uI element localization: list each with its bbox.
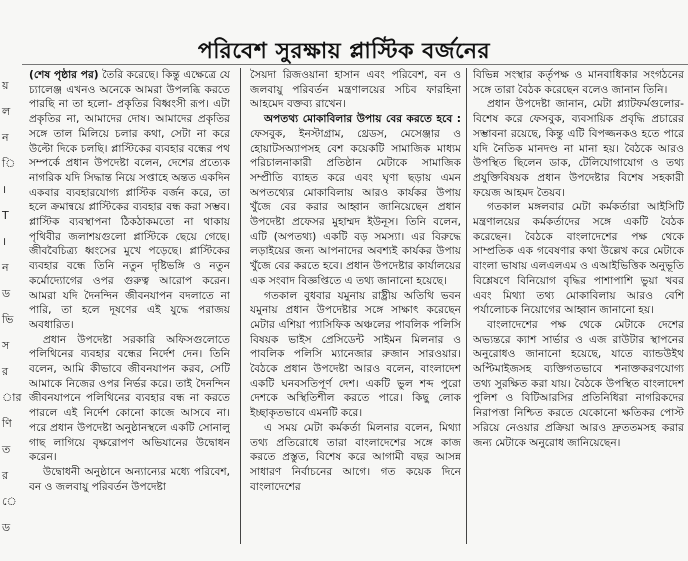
col2-paragraph-4: এ সময় মেটা কর্মকর্তা মিলনার বলেন, মিথ্যা তথ্য প্রতিরোধে তারা বাংলাদেশের সঙ্গে কাজ করতে প্রস্তুত, বিশেষ করে আগামী বছর আসন্ন সাধারণ নির্বাচনের আগে। গত কয়েক দিনে বাংলাদেশের (250, 421, 461, 493)
edge-fragment: ড (2, 287, 11, 300)
column-rule-1 (240, 68, 241, 544)
col2-paragraph-2: অপতথ্য মোকাবিলার উপায় বের করতে হবে : ফেসবুক, ইনস্টাগ্রাম, থ্রেডস, মেসেঞ্জার ও হোয়াটসঅ্যাপসহ বেশ কয়েকটি সামাজিক মাধ্যম পরিচালনাকারী প্রতিষ্ঠান মেটাকে সামাজিক সম্প্রীতি ব্যাহত করে এবং ঘৃণা ছড়ায় এমন অপতথ্যের মোকাবিলায় আরও কার্যকর উপায় খুঁজে বের করার আহ্বান জানিয়েছেন প্রধান উপদেষ্টা প্রফেসর মুহাম্মদ ইউনূস। তিনি বলেন, এটি (অপতথ্য) একটি বড় সমস্যা। এর বিরুদ্ধে লড়াইয়ের জন্য আপনাদের অবশ্যই কার্যকর উপায় খুঁজে বের করতে হবে। প্রধান উপদেষ্টার কার্যালয়ের এক সংবাদ বিজ্ঞপ্তিতে এ তথ্য জানানো হয়েছে। (250, 113, 461, 287)
col3-paragraph-3: গতকাল মঙ্গলবার মেটা কর্মকর্তারা আইসিটি মন্ত্রণালয়ের কর্মকর্তাদের সঙ্গে একটি বৈঠক করেছেন। বৈঠকে বাংলাদেশের পক্ষ থেকে সাম্প্রতিক এক গবেষণার কথা উল্লেখ করে মেটাকে বাংলা ভাষায় এলএলএম ও এআইভিত্তিক অনুভূতি বিশ্লেষণে বিনিয়োগ বৃদ্ধির পাশাপাশি ভুয়া খবর এবং মিথ্যা তথ্য মোকাবিলায় আরও বেশি পর্যালোচক নিয়োগের আহ্বান জানানো হয়। (473, 201, 684, 317)
edge-fragment: ণি (2, 417, 12, 430)
article-column-1 (29, 68, 230, 546)
col1-paragraph-2: প্রধান উপদেষ্টা সরকারি অফিসগুলোতে পলিথিনের ব্যবহার বন্ধের নির্দেশ দেন। তিনি বলেন, আমি কীভাবে জীবনযাপন করব, সেটি আমাকে নিজের ওপর নির্ভর করে। তাই দৈনন্দিন জীবনযাপনে পলিথিনের ব্যবহার বন্ধ না করতে পারলে এই নির্দেশ কোনো কাজে আসবে না। পরে প্রধান উপদেষ্টা অনুষ্ঠানস্থলে একটি সোনালু গাছ লাগিয়ে বৃক্ষরোপণ অভিযানের উদ্বোধন করেন। (29, 333, 230, 464)
edge-fragment: স (2, 339, 10, 352)
column-rule-2 (466, 68, 467, 544)
edge-fragment: ভি (2, 313, 14, 326)
edge-fragment: ে (2, 495, 17, 508)
article-headline: পরিবেশ সুরক্ষায় প্লাস্টিক বর্জনের (197, 38, 491, 64)
col3-paragraph-4: বাংলাদেশের পক্ষ থেকে মেটাকে দেশের অভ্যন্তরে ক্যাশ সার্ভার ও এজ রাউটার স্থাপনের অনুরোধও জানানো হয়েছে, যাতে ব্যান্ডউইথ অপ্টিমাইজসহ ব্যক্তিগতভাবে শনাক্তকরণযোগ্য তথ্য সুরক্ষিত করা যায়। বৈঠকে উপস্থিত বাংলাদেশ পুলিশ ও বিটিআরসির প্রতিনিধিরা নাগরিকদের নিরাপত্তা নিশ্চিত করতে যেকোনো ক্ষতিকর পোস্ট সরিয়ে নেওয়ার প্রক্রিয়া আরও দ্রুততমসহ করার জন্য মেটাকে অনুরোধ জানিয়েছেন। (473, 318, 684, 449)
edge-fragment: । (2, 183, 7, 196)
edge-fragment: ন (2, 261, 9, 274)
continuation-marker: (শেষ পৃষ্ঠার পর) (29, 69, 99, 81)
edge-fragment: । (2, 235, 7, 248)
edge-fragment: ার (2, 391, 22, 404)
edge-fragment: ড (2, 521, 11, 534)
col1-paragraph-1: (শেষ পৃষ্ঠার পর) তৈরি করেছে। কিন্তু এক্ষেত্রে যে চ্যালেঞ্জ এখনও অনেকে আমরা উপলব্ধি করতে পারছি না তা হলো- প্রকৃতির বিধ্বংসী রূপ। এটা প্রকৃতির না, আমাদের দোষ। আমাদের প্রকৃতির সঙ্গে তাল মিলিয়ে চলার কথা, সেটা না করে উল্টো দিকে চলছি। প্লাস্টিকের ব্যবহার বন্ধের পথ সম্পর্কে প্রধান উপদেষ্টা বলেন, দেশের প্রত্যেক নাগরিক যদি সিদ্ধান্ত নিয়ে সপ্তাহে অন্তত একদিন একবার ব্যবহারযোগ্য প্লাস্টিক বর্জন করে, তা হলে ক্রমান্বয়ে প্লাস্টিকের ব্যবহার বন্ধ করা সম্ভব। প্লাস্টিক ব্যবস্থাপনা ঠিকঠাকমতো না থাকায় পৃথিবীর জলাশয়গুলো প্লাস্টিকে ছেয়ে গেছে। জীববৈচিত্র্য ধ্বংসের মুখে পড়েছে। প্লাস্টিকের ব্যবহার বন্ধে তিনি নতুন দৃষ্টিভঙ্গি ও নতুন কর্মোদ্যোগের ওপর গুরুত্ব আরোপ করেন। আমরা যদি দৈনন্দিন জীবনযাপন বদলাতে না পারি, তা হলে দূষণের এই যুদ্ধে পরাজয় অবধারিত। (29, 69, 230, 331)
edge-fragment: র (2, 365, 9, 378)
col2-paragraph-3: গতকাল বুধবার যমুনায় রাষ্ট্রীয় অতিথি ভবন যমুনায় প্রধান উপদেষ্টার সঙ্গে সাক্ষাৎ করেছেন মেটার এশিয়া প্যাসিফিক অঞ্চলের পাবলিক পলিসি বিষয়ক ভাইস প্রেসিডেন্ট সাইমন মিলনার ও পাবলিক পলিসি ম্যানেজার রুজান সারওয়ার। বৈঠকে প্রধান উপদেষ্টা আরও বলেন, বাংলাদেশ একটি ঘনবসতিপূর্ণ দেশ। একটি ভুল শব্দ পুরো দেশকে অস্থিতিশীল করতে পারে। কিছু লোক ইচ্ছাকৃতভাবে এমনটি করে। (250, 289, 461, 420)
sub-headline: অপতথ্য মোকাবিলার উপায় বের করতে হবে : (264, 113, 461, 126)
edge-fragment: ত (2, 443, 11, 456)
article-column-2 (250, 68, 461, 546)
edge-fragment: ি (2, 157, 16, 170)
col3-paragraph-2: প্রধান উপদেষ্টা জানান, মেটা প্ল্যাটফর্মগুলোর- বিশেষ করে ফেসবুক, ব্যবসায়িক প্রবৃদ্ধি প্রচারের সম্ভাবনা রয়েছে, কিন্তু এটি বিপজ্জনকও হতে পারে যদি নৈতিক মানদণ্ড না মানা হয়। বৈঠকে আরও উপস্থিত ছিলেন ডাক, টেলিযোগাযোগ ও তথ্য প্রযুক্তিবিষয়ক প্রধান উপদেষ্টার বিশেষ সহকারী ফয়েজ আহমদ তৈয়ব। (473, 98, 684, 199)
edge-fragment: য় (2, 79, 9, 92)
left-edge-clipped-column (0, 0, 20, 561)
article-column-3 (473, 68, 684, 546)
edge-fragment: ন (2, 131, 9, 144)
col2-paragraph-1: সৈয়দা রিজওয়ানা হাসান এবং পরিবেশ, বন ও জলবায়ু পরিবর্তন মন্ত্রণালয়ের সচিব ফারহিনা আহমেদ বক্তব্য রাখেন। (250, 69, 461, 111)
edge-fragment: ল (2, 105, 11, 118)
col3-paragraph-1: বিভিন্ন সংস্থার কর্তৃপক্ষ ও মানবাধিকার সংগঠনের সঙ্গে তারা বৈঠক করেছেন বলেও জানান তিনি। (473, 69, 684, 96)
edge-fragment: T (2, 209, 9, 222)
headline-rule (22, 64, 688, 65)
col1-paragraph-3: উদ্বোধনী অনুষ্ঠানে অন্যান্যের মধ্যে পরিবেশ, বন ও জলবায়ু পরিবর্তন উপদেষ্টা (29, 465, 230, 493)
edge-fragment: র (2, 469, 9, 482)
